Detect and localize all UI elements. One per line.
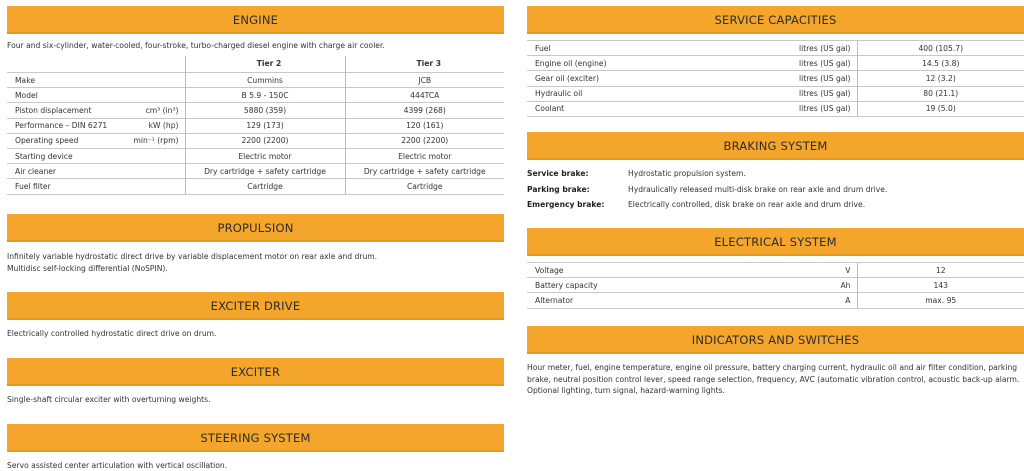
row-label: Piston displacement <box>15 105 92 115</box>
tier3-value: 444TCA <box>345 88 504 103</box>
row-label: Battery capacity <box>527 278 677 293</box>
row-value: 143 <box>857 278 1024 293</box>
row-label: Engine oil (engine) <box>527 56 677 71</box>
table-row <box>527 293 1024 308</box>
table-row <box>527 197 1024 213</box>
brake-label: Emergency brake: <box>527 200 605 210</box>
row-value: 12 (3.2) <box>857 71 1024 86</box>
row-label: Gear oil (exciter) <box>527 71 677 86</box>
table-row <box>7 118 504 133</box>
tier3-value: 4399 (268) <box>345 103 504 118</box>
exciter-text: Single-shaft circular exciter with overturning weights. <box>7 395 211 404</box>
row-unit: litres (US gal) <box>677 56 857 71</box>
service-section <box>527 6 1024 117</box>
table-row <box>527 182 1024 198</box>
steering-header: STEERING SYSTEM <box>7 424 504 452</box>
row-label: Fuel <box>527 41 677 56</box>
row-label: Operating speed <box>15 136 79 146</box>
row-label: Fuel filter <box>15 181 51 191</box>
table-row <box>527 263 1024 278</box>
brake-label: Service brake: <box>527 169 589 179</box>
row-unit: litres (US gal) <box>677 86 857 101</box>
col-tier2: Tier 2 <box>185 56 345 73</box>
table-row <box>7 103 504 118</box>
braking-section <box>527 132 1024 213</box>
indicators-header: INDICATORS AND SWITCHES <box>527 326 1024 354</box>
braking-header: BRAKING SYSTEM <box>527 132 1024 160</box>
table-row <box>7 179 504 194</box>
row-unit: cm³ (in³) <box>145 105 179 115</box>
indicators-line-3: Optional lighting, turn signal, hazard-warning lights. <box>527 386 725 395</box>
table-row <box>7 88 504 103</box>
service-header: SERVICE CAPACITIES <box>527 6 1024 34</box>
row-label: Hydraulic oil <box>527 86 677 101</box>
table-row <box>7 148 504 163</box>
row-label: Alternator <box>527 293 677 308</box>
row-unit: min⁻¹ (rpm) <box>133 136 179 146</box>
table-row <box>7 164 504 179</box>
steering-section <box>7 424 504 471</box>
braking-table <box>527 166 1024 213</box>
table-row <box>7 133 504 148</box>
tier3-value: Cartridge <box>345 179 504 194</box>
exciter-drive-text: Electrically controlled hydrostatic direct drive on drum. <box>7 329 217 338</box>
electrical-header: ELECTRICAL SYSTEM <box>527 228 1024 256</box>
table-row <box>527 101 1024 116</box>
row-value: 12 <box>857 263 1024 278</box>
row-label: Make <box>15 75 36 85</box>
row-value: 19 (5.0) <box>857 101 1024 116</box>
row-value: 14.5 (3.8) <box>857 56 1024 71</box>
engine-header: ENGINE <box>7 6 504 34</box>
row-unit: litres (US gal) <box>677 71 857 86</box>
row-unit: V <box>677 263 857 278</box>
tier3-value: 2200 (2200) <box>345 133 504 148</box>
tier2-value: Cartridge <box>185 179 345 194</box>
table-row <box>7 73 504 88</box>
tier3-value: Dry cartridge + safety cartridge <box>345 164 504 179</box>
tier2-value: 129 (173) <box>185 118 345 133</box>
engine-section <box>7 6 504 195</box>
row-unit: Ah <box>677 278 857 293</box>
exciter-drive-section <box>7 292 504 340</box>
row-label: Performance – DIN 6271 <box>15 121 108 131</box>
engine-table <box>7 56 504 195</box>
row-unit: A <box>677 293 857 308</box>
table-row <box>527 86 1024 101</box>
exciter-drive-header: EXCITER DRIVE <box>7 292 504 320</box>
propulsion-section <box>7 214 504 274</box>
engine-intro: Four and six-cylinder, water-cooled, four-stroke, turbo-charged diesel engine with charge air cooler. <box>7 41 385 50</box>
tier3-value: JCB <box>345 73 504 88</box>
table-row <box>527 166 1024 182</box>
row-unit: litres (US gal) <box>677 41 857 56</box>
indicators-section <box>527 326 1024 397</box>
tier2-value: Dry cartridge + safety cartridge <box>185 164 345 179</box>
row-label: Coolant <box>527 101 677 116</box>
tier2-value: 5880 (359) <box>185 103 345 118</box>
row-value: 80 (21.1) <box>857 86 1024 101</box>
exciter-header: EXCITER <box>7 358 504 386</box>
electrical-section <box>527 228 1024 309</box>
row-label: Model <box>15 90 38 100</box>
steering-text: Servo assisted center articulation with vertical oscillation. <box>7 461 228 470</box>
propulsion-line-2: Multidisc self-locking differential (NoSPIN). <box>7 263 168 273</box>
tier3-value: Electric motor <box>345 148 504 163</box>
indicators-line-2: brake, neutral position control lever, speed range selection, frequency, AVC (automatic vibration control, acoustic back-up alarm. <box>527 374 1020 384</box>
row-label: Starting device <box>15 151 73 161</box>
row-value: max. 95 <box>857 293 1024 308</box>
brake-value: Electrically controlled, disk brake on rear axle and drum drive. <box>628 200 866 210</box>
brake-label: Parking brake: <box>527 184 590 194</box>
propulsion-header: PROPULSION <box>7 214 504 242</box>
brake-value: Hydrostatic propulsion system. <box>628 169 746 179</box>
engine-table-header <box>7 56 504 73</box>
col-tier3: Tier 3 <box>345 56 504 73</box>
table-row <box>527 56 1024 71</box>
tier2-value: Cummins <box>185 73 345 88</box>
tier2-value: B 5.9 - 150C <box>185 88 345 103</box>
tier2-value: Electric motor <box>185 148 345 163</box>
exciter-section <box>7 358 504 406</box>
row-label: Voltage <box>527 263 677 278</box>
row-unit: kW (hp) <box>148 121 179 131</box>
row-label: Air cleaner <box>15 166 57 176</box>
service-table <box>527 40 1024 117</box>
table-row <box>527 41 1024 56</box>
electrical-table <box>527 262 1024 309</box>
row-value: 400 (105.7) <box>857 41 1024 56</box>
tier2-value: 2200 (2200) <box>185 133 345 148</box>
table-row <box>527 278 1024 293</box>
tier3-value: 120 (161) <box>345 118 504 133</box>
indicators-line-1: Hour meter, fuel, engine temperature, engine oil pressure, battery charging current, hydraulic oil and air filter condition, parking <box>527 363 1018 372</box>
row-unit: litres (US gal) <box>677 101 857 116</box>
table-row <box>527 71 1024 86</box>
propulsion-line-1: Infinitely variable hydrostatic direct drive by variable displacement motor on rear axle and drum. <box>7 252 378 261</box>
brake-value: Hydraulically released multi-disk brake on rear axle and drum drive. <box>628 184 888 194</box>
